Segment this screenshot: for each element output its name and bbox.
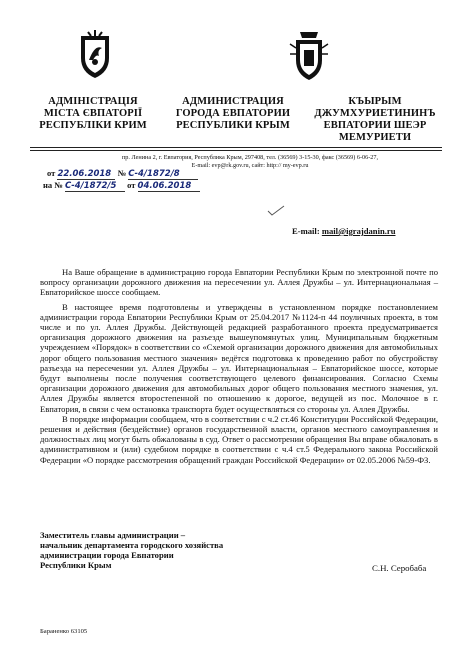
outgoing-date: 22.06.2018: [57, 169, 115, 180]
signatory-position-line: администрации города Евпатории: [40, 550, 174, 560]
executor-note: Бараненко 63105: [40, 628, 88, 635]
incoming-from-label: от: [127, 180, 136, 190]
signatory-position-line: начальник департамента городского хозяйства: [40, 540, 224, 550]
signatory-name: С.Н. Серобаба: [372, 563, 427, 573]
outgoing-reference: [47, 168, 198, 180]
outgoing-number: С-4/1872/8: [128, 169, 198, 180]
header-russian: [168, 96, 298, 132]
paragraph-request: На Ваше обращение в администрацию города Евпатории Республики Крым по электронной почте по вопросу организации дорожного движения на пересечении ул. Аллея Дружбы – ул. Интернациональная – Евпаторийское шоссе сообщаем.: [40, 267, 438, 298]
header-right-line: ЕВПАТОРИИ ШЕЭР: [323, 120, 427, 131]
incoming-date: 04.06.2018: [138, 181, 200, 192]
email-value[interactable]: mail@igrajdanin.ru: [321, 226, 396, 236]
letter-body: [40, 267, 438, 465]
header-divider: [30, 147, 442, 148]
paragraph-response: В настоящее время подготовлены и утверждены в установленном порядке постановлением администрации города Евпатории Республики Крым от 25.04.2017 №1124-п 44 поуличных проекта, в том числе и по ул. Аллея Дружбы. Действующей редакцией разработанного проекта предусматривается организация дорожного движения на разъезде вышеупомянутых улиц. Муниципальным бюджетным учреждением «Порядок» в соответствии со «Схемой организации дорожного движения для автомобильных дорог общего пользования местного значения» ведётся подготовка к проведению работ по обустройству разъезда на пересечении ул. Аллея Дружбы – ул. Интернациональная – Евпаторийское шоссе, которые будут выполнены после получения соответствующего целевого финансирования. Согласно Схемы организации дорожного движения для автомобильных дорог общего пользования местного значения, ул. Аллея Дружбы является второстепенной по отношению к дорогое, ведущей из пос. Молочное в г. Евпатория, в связи с чем остановка транспорта будет осуществляться со стороны ул. Аллея Дружбы.: [40, 301, 438, 414]
incoming-number: С-4/1872/5: [65, 181, 125, 192]
header-ukrainian: [28, 96, 158, 132]
outgoing-number-label: №: [117, 168, 127, 178]
header-left-line: МІСТА ЄВПАТОРІЇ: [43, 108, 143, 119]
header-center-line: ГОРОДА ЕВПАТОРИИ: [175, 108, 291, 119]
address-line: E-mail: evp@rk.gov.ru, сайт: http:// my-evp.ru: [191, 161, 309, 169]
header-left-line: АДМІНІСТРАЦІЯ: [48, 96, 138, 107]
address-line: пр. Ленина 2, г. Евпатория, Республика Крым, 297408, тел. (36569) 3-15-30, факс (36569) 6-06-27,: [121, 154, 378, 161]
email-label: E-mail:: [292, 226, 320, 236]
paragraph-appeal-rights: В порядке информации сообщаем, что в соответствии с ч.2 ст.46 Конституции Российской Федерации, решения и действия (бездействие) органов государственной власти, органов местного самоуправления и должностных лиц могут быть обжалованы в суд. Ответ о рассмотрении обращения Вы вправе обжаловать в административном и (или) судебном порядке в соответствии с ч.4 ст.5 Федерального закона Российской Федерации «О порядке рассмотрения обращений граждан Российской Федерации» от 02.05.2006 №59-ФЗ.: [40, 413, 438, 465]
header-center-line: РЕСПУБЛИКИ КРЫМ: [176, 120, 290, 131]
header-right-line: МЕМУРИЕТИ: [338, 132, 412, 143]
header-right-line: КЪЫРЫМ: [348, 96, 402, 107]
address-block: [60, 154, 440, 169]
outgoing-from-label: от: [47, 168, 56, 178]
check-mark-icon: [266, 204, 286, 218]
crimea-coat-of-arms-left-icon: [75, 30, 115, 80]
header-center-line: АДМИНИСТРАЦИЯ: [182, 96, 284, 107]
incoming-prefix: на №: [43, 180, 63, 190]
header-right-line: ДЖУМХУРИЕТИНИНЪ: [314, 108, 436, 119]
incoming-reference: [43, 180, 200, 192]
signatory-position-line: Республики Крым: [40, 560, 112, 570]
signatory-position-line: Заместитель главы администрации –: [40, 530, 186, 540]
evpatoria-coat-of-arms-right-icon: [288, 30, 330, 82]
header-crimean-tatar: [305, 96, 445, 144]
recipient-email: [292, 226, 396, 236]
signatory-position: [40, 530, 290, 570]
header-divider-thin: [30, 150, 442, 151]
header-left-line: РЕСПУБЛІКИ КРИМ: [39, 120, 147, 131]
